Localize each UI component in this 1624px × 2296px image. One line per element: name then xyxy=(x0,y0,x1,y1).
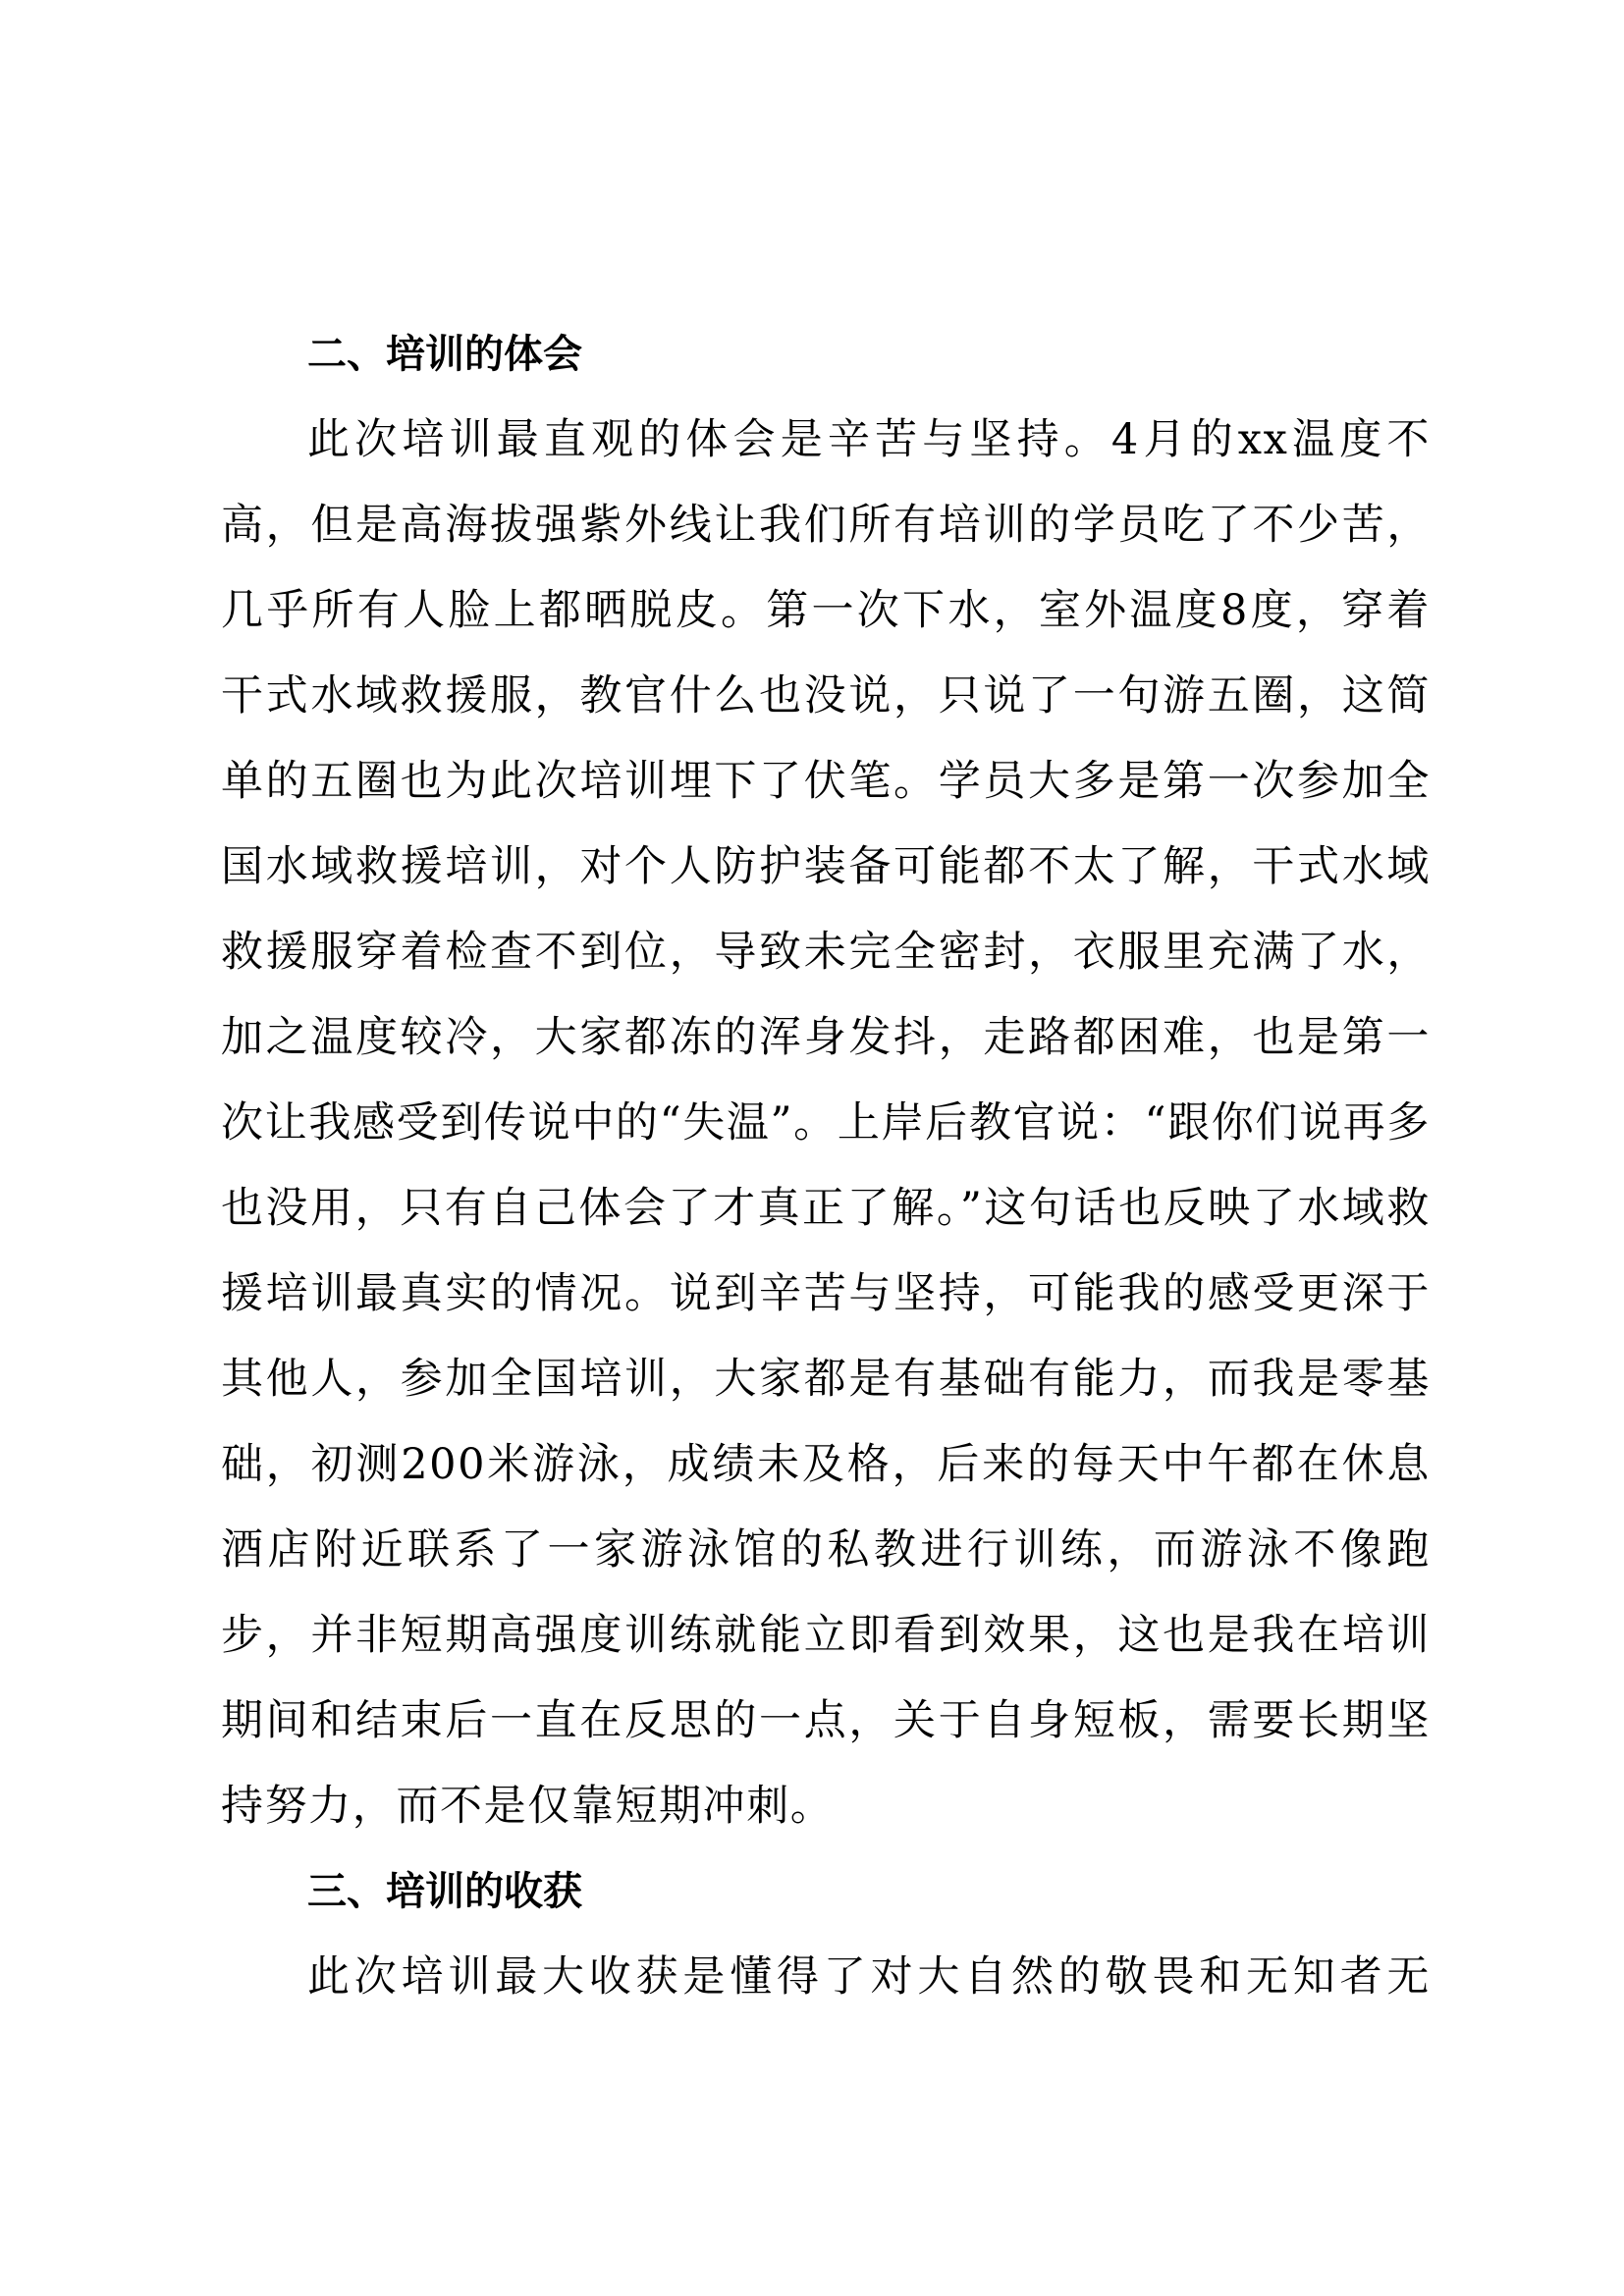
section-paragraph-experience: 此次培训最直观的体会是辛苦与坚持。4月的xx温度不高，但是高海拔强紫外线让我们所有培训的学员吃了不少苦，几乎所有人脸上都晒脱皮。第一次下水，室外温度8度，穿着干式水域救援服，教官什么也没说，只说了一句游五圈，这简单的五圈也为此次培训埋下了伏笔。学员大多是第一次参加全国水域救援培训，对个人防护装备可能都不太了解，干式水域救援服穿着检查不到位，导致未完全密封，衣服里充满了水，加之温度较冷，大家都冻的浑身发抖，走路都困难，也是第一次让我感受到传说中的“失温”。上岸后教官说：“跟你们说再多也没用，只有自己体会了才真正了解。”这句话也反映了水域救援培训最真实的情况。说到辛苦与坚持，可能我的感受更深于其他人，参加全国培训，大家都是有基础有能力，而我是零基础，初测200米游泳，成绩未及格，后来的每天中午都在休息酒店附近联系了一家游泳馆的私教进行训练，而游泳不像跑步，并非短期高强度训练就能立即看到效果，这也是我在培训期间和结束后一直在反思的一点，关于自身短板，需要长期坚持努力，而不是仅靠短期冲刺。 xyxy=(221,415,1431,1831)
document-page xyxy=(221,312,1431,2020)
section-heading-experience: 二、培训的体会 xyxy=(307,332,582,377)
section-heading-gains: 三、培训的收获 xyxy=(307,1869,582,1914)
section-paragraph-gains: 此次培训最大收获是懂得了对大自然的敬畏和无知者无 xyxy=(307,1952,1431,2002)
